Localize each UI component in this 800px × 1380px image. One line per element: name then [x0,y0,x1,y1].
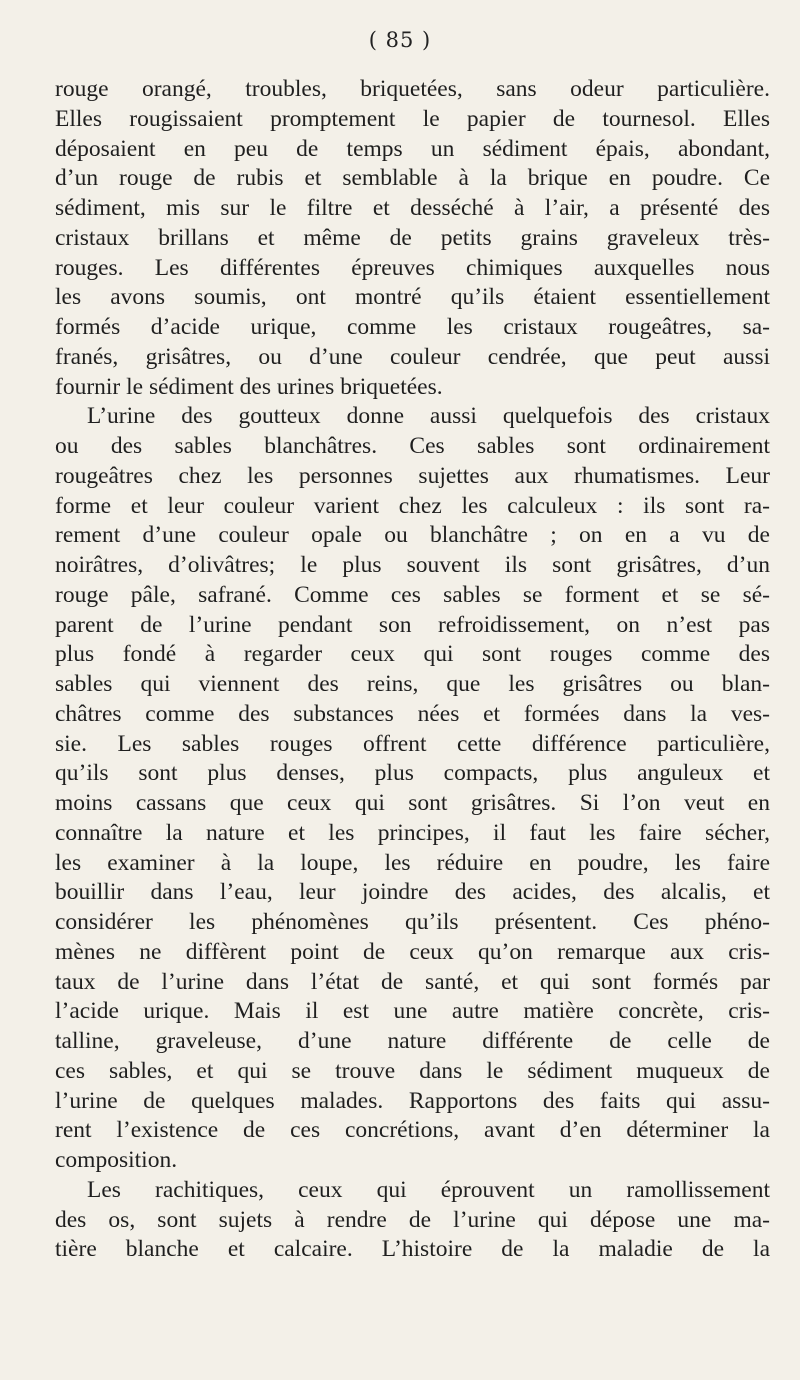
text-line: talline, graveleuse, d’une nature différente de celle de [55,1028,770,1054]
page-number: ( 85 ) [368,28,432,52]
text-line: rouge pâle, safrané. Comme ces sables se forment et se sé- [55,581,770,608]
text-line: l’acide urique. Mais il est une autre matière concrète, cris- [55,998,770,1025]
text-line: sie. Les sables rouges offrent cette différence particulière, [55,730,770,757]
text-line: composition. [55,1147,178,1173]
text-line: d’un rouge de rubis et semblable à la brique en poudre. Ce [55,165,770,192]
text-line: ou des sables blanchâtres. Ces sables sont ordinairement [55,433,770,459]
text-line: franés, grisâtres, ou d’une couleur cendrée, que peut aussi [55,343,770,370]
text-line: rement d’une couleur opale ou blanchâtre ; on en a vu de [55,522,770,549]
text-line: l’urine de quelques malades. Rapportons des faits qui assu- [55,1087,770,1114]
text-line: formés d’acide urique, comme les cristaux rougeâtres, sa- [55,314,770,340]
text-line: taux de l’urine dans l’état de santé, et qui sont formés par [55,968,770,995]
text-line: plus fondé à regarder ceux qui sont rouges comme des [55,641,770,668]
text-line: Elles rougissaient promptement le papier de tournesol. Elles [55,105,770,132]
text-line: rouges. Les différentes épreuves chimiques auxquelles nous [55,254,770,281]
text-line: les examiner à la loupe, les réduire en poudre, les faire [55,849,770,876]
text-line: déposaient en peu de temps un sédiment épais, abondant, [55,135,770,162]
text-line: considérer les phénomènes qu’ils présentent. Ces phéno- [55,909,770,935]
text-line: noirâtres, d’olivâtres; le plus souvent ils sont grisâtres, d’un [55,552,770,578]
text-line: L’urine des goutteux donne aussi quelquefois des cristaux [87,403,770,430]
text-line: rouge orangé, troubles, briquetées, sans odeur particulière. [55,76,770,102]
text-line: châtres comme des substances nées et formées dans la ves- [55,700,770,727]
text-line: moins cassans que ceux qui sont grisâtres. Si l’on veut en [55,790,770,816]
text-line: ces sables, et qui se trouve dans le sédiment muqueux de [55,1057,770,1084]
body-text [55,75,770,1265]
text-line: forme et leur couleur varient chez les calculeux : ils sont ra- [55,492,770,519]
text-line: rent l’existence de ces concrétions, avant d’en déterminer la [55,1117,770,1144]
text-line: sables qui viennent des reins, que les grisâtres ou blan- [55,671,770,697]
text-line: sédiment, mis sur le filtre et desséché à l’air, a présenté des [55,195,770,221]
text-line: parent de l’urine pendant son refroidissement, on n’est pas [55,611,770,638]
text-line: tière blanche et calcaire. L’histoire de la maladie de la [55,1236,770,1263]
text-line: des os, sont sujets à rendre de l’urine qui dépose une ma- [55,1206,770,1233]
text-line: bouillir dans l’eau, leur joindre des acides, des alcalis, et [55,879,770,906]
text-line: connaître la nature et les principes, il faut les faire sécher, [55,819,770,846]
text-line: les avons soumis, ont montré qu’ils étaient essentiellement [55,284,770,311]
text-line: mènes ne diffèrent point de ceux qu’on remarque aux cris- [55,938,770,965]
text-line: rougeâtres chez les personnes sujettes aux rhumatismes. Leur [55,462,770,489]
text-line: qu’ils sont plus denses, plus compacts, plus anguleux et [55,760,770,787]
text-line: fournir le sédiment des urines briquetées. [55,373,443,400]
text-line: Les rachitiques, ceux qui éprouvent un ramollissement [87,1176,770,1203]
text-line: cristaux brillans et même de petits grains graveleux très- [55,224,770,251]
